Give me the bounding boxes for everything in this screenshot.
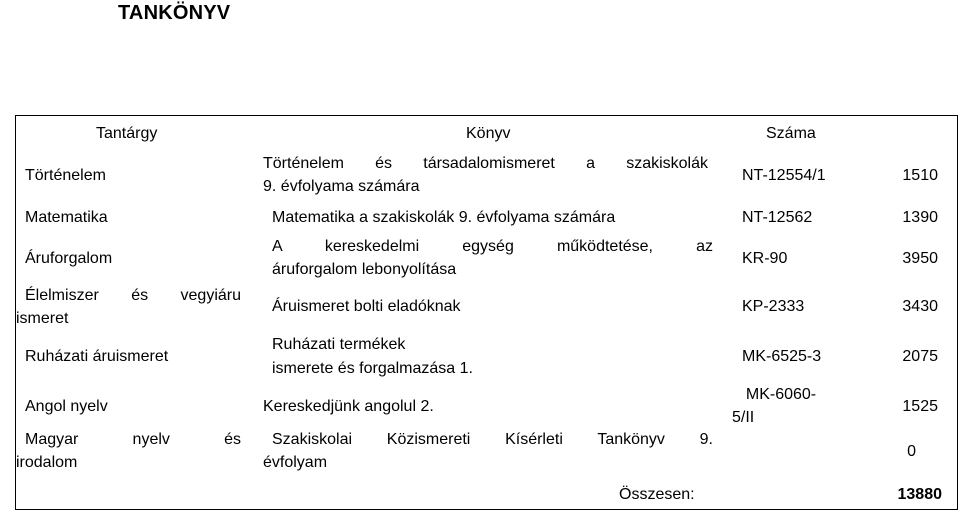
total-value: 13880	[897, 486, 942, 503]
total-label: Összesen:	[619, 486, 695, 503]
row-subject: Magyar nyelv és	[25, 431, 241, 448]
row-count: 1390	[902, 209, 938, 226]
row-code-cont: 5/II	[732, 409, 755, 426]
row-book: Történelem és társadalomismeret a szakiskolák	[263, 155, 708, 172]
row-code: MK-6525-3	[742, 348, 822, 365]
header-subject: Tantárgy	[96, 125, 158, 142]
row-book: Ruházati termékek	[272, 336, 406, 353]
row-count: 1510	[902, 167, 938, 184]
row-book: Szakiskolai Közismereti Kísérleti Tankönyv 9.	[272, 431, 713, 448]
row-code: KP-2333	[742, 298, 805, 315]
row-subject: Történelem	[25, 167, 106, 184]
row-book-cont: 9. évfolyama számára	[263, 178, 420, 195]
row-count: 3430	[902, 298, 938, 315]
row-book-cont: ismerete és forgalmazása 1.	[272, 360, 473, 377]
row-book: Áruismeret bolti eladóknak	[272, 298, 461, 315]
row-subject: Matematika	[25, 209, 108, 226]
row-code: NT-12554/1	[742, 167, 826, 184]
row-subject: Áruforgalom	[25, 250, 113, 267]
row-count: 3950	[902, 250, 938, 267]
row-book-cont: áruforgalom lebonyolítása	[272, 261, 457, 278]
row-code: MK-6060-	[745, 386, 817, 403]
row-count: 1525	[902, 398, 938, 415]
row-subject: Élelmiszer és vegyiáru	[25, 287, 241, 304]
row-book-cont: évfolyam	[263, 454, 328, 471]
header-book: Könyv	[466, 125, 511, 142]
row-subject-cont: irodalom	[16, 454, 78, 471]
row-book: A kereskedelmi egység működtetése, az	[272, 238, 713, 255]
row-subject-cont: ismeret	[16, 310, 69, 327]
page-title: TANKÖNYV	[118, 2, 231, 24]
row-book: Kereskedjünk angolul 2.	[263, 398, 434, 415]
row-subject: Angol nyelv	[25, 398, 108, 415]
row-code: KR-90	[742, 250, 788, 267]
row-count: 2075	[902, 348, 938, 365]
row-book: Matematika a szakiskolák 9. évfolyama számára	[272, 209, 616, 226]
textbook-table	[15, 115, 958, 510]
header-number: Száma	[766, 125, 816, 142]
row-count: 0	[907, 443, 916, 460]
row-code: NT-12562	[742, 209, 813, 226]
row-subject: Ruházati áruismeret	[25, 348, 169, 365]
